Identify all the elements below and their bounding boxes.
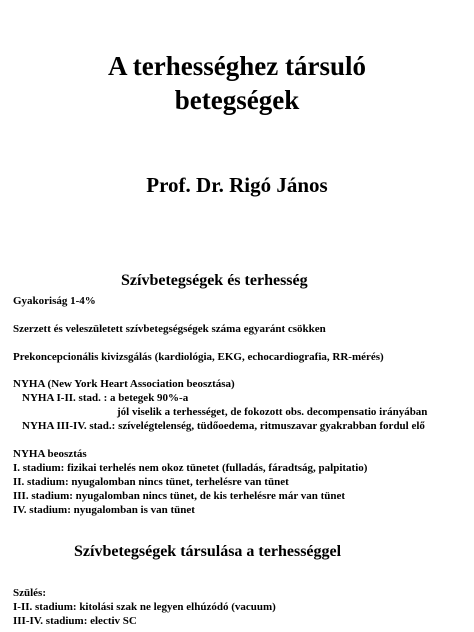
author-name: Prof. Dr. Rigó János xyxy=(146,173,328,197)
nyha-heading: NYHA (New York Heart Association beosztása) xyxy=(13,378,235,390)
list-item: III-IV. stadium: electiv SC xyxy=(13,615,137,627)
birth-heading: Szülés: xyxy=(13,587,46,599)
nyha-stage-1-2-line-2: jól viselik a terhességet, de fokozott obs. decompensatio irányában xyxy=(117,406,428,418)
section-heading-heart-disease: Szívbetegségek és terhesség xyxy=(121,272,308,289)
list-item: I-II. stadium: kitolási szak ne legyen elhúzódó (vacuum) xyxy=(13,601,276,613)
nyha-classification-list xyxy=(13,461,367,517)
section-heading-heart-disease-pregnancy: Szívbetegségek társulása a terhességgel xyxy=(74,543,342,560)
acquired-congenital-text: Szerzett és veleszületett szívbetegségségek száma egyaránt csökken xyxy=(13,323,326,335)
list-item: III. stadium: nyugalomban nincs tünet, de kis terhelésre már van tünet xyxy=(13,490,346,502)
list-item: I. stadium: fizikai terhelés nem okoz tünetet (fulladás, fáradtság, palpitatio) xyxy=(13,462,368,474)
birth-list xyxy=(13,600,276,628)
list-item: IV. stadium: nyugalomban is van tünet xyxy=(13,504,195,516)
nyha-stage-3-4: NYHA III-IV. stad.: szívelégtelenség, tüdőoedema, ritmuszavar gyakrabban fordul elő xyxy=(22,420,425,432)
page-title-line-2: betegségek xyxy=(174,85,300,115)
nyha-stage-1-2-line-1: NYHA I-II. stad. : a betegek 90%-a xyxy=(22,392,189,404)
page-title-line-1: A terhességhez társuló xyxy=(108,51,366,81)
nyha-classification-heading: NYHA beosztás xyxy=(13,448,87,460)
frequency-text: Gyakoriság 1-4% xyxy=(13,295,96,307)
list-item: II. stadium: nyugalomban nincs tünet, terhelésre van tünet xyxy=(13,476,289,488)
preconception-text: Prekoncepcionális kivizsgálás (kardiológia, EKG, echocardiografia, RR-mérés) xyxy=(13,351,384,363)
